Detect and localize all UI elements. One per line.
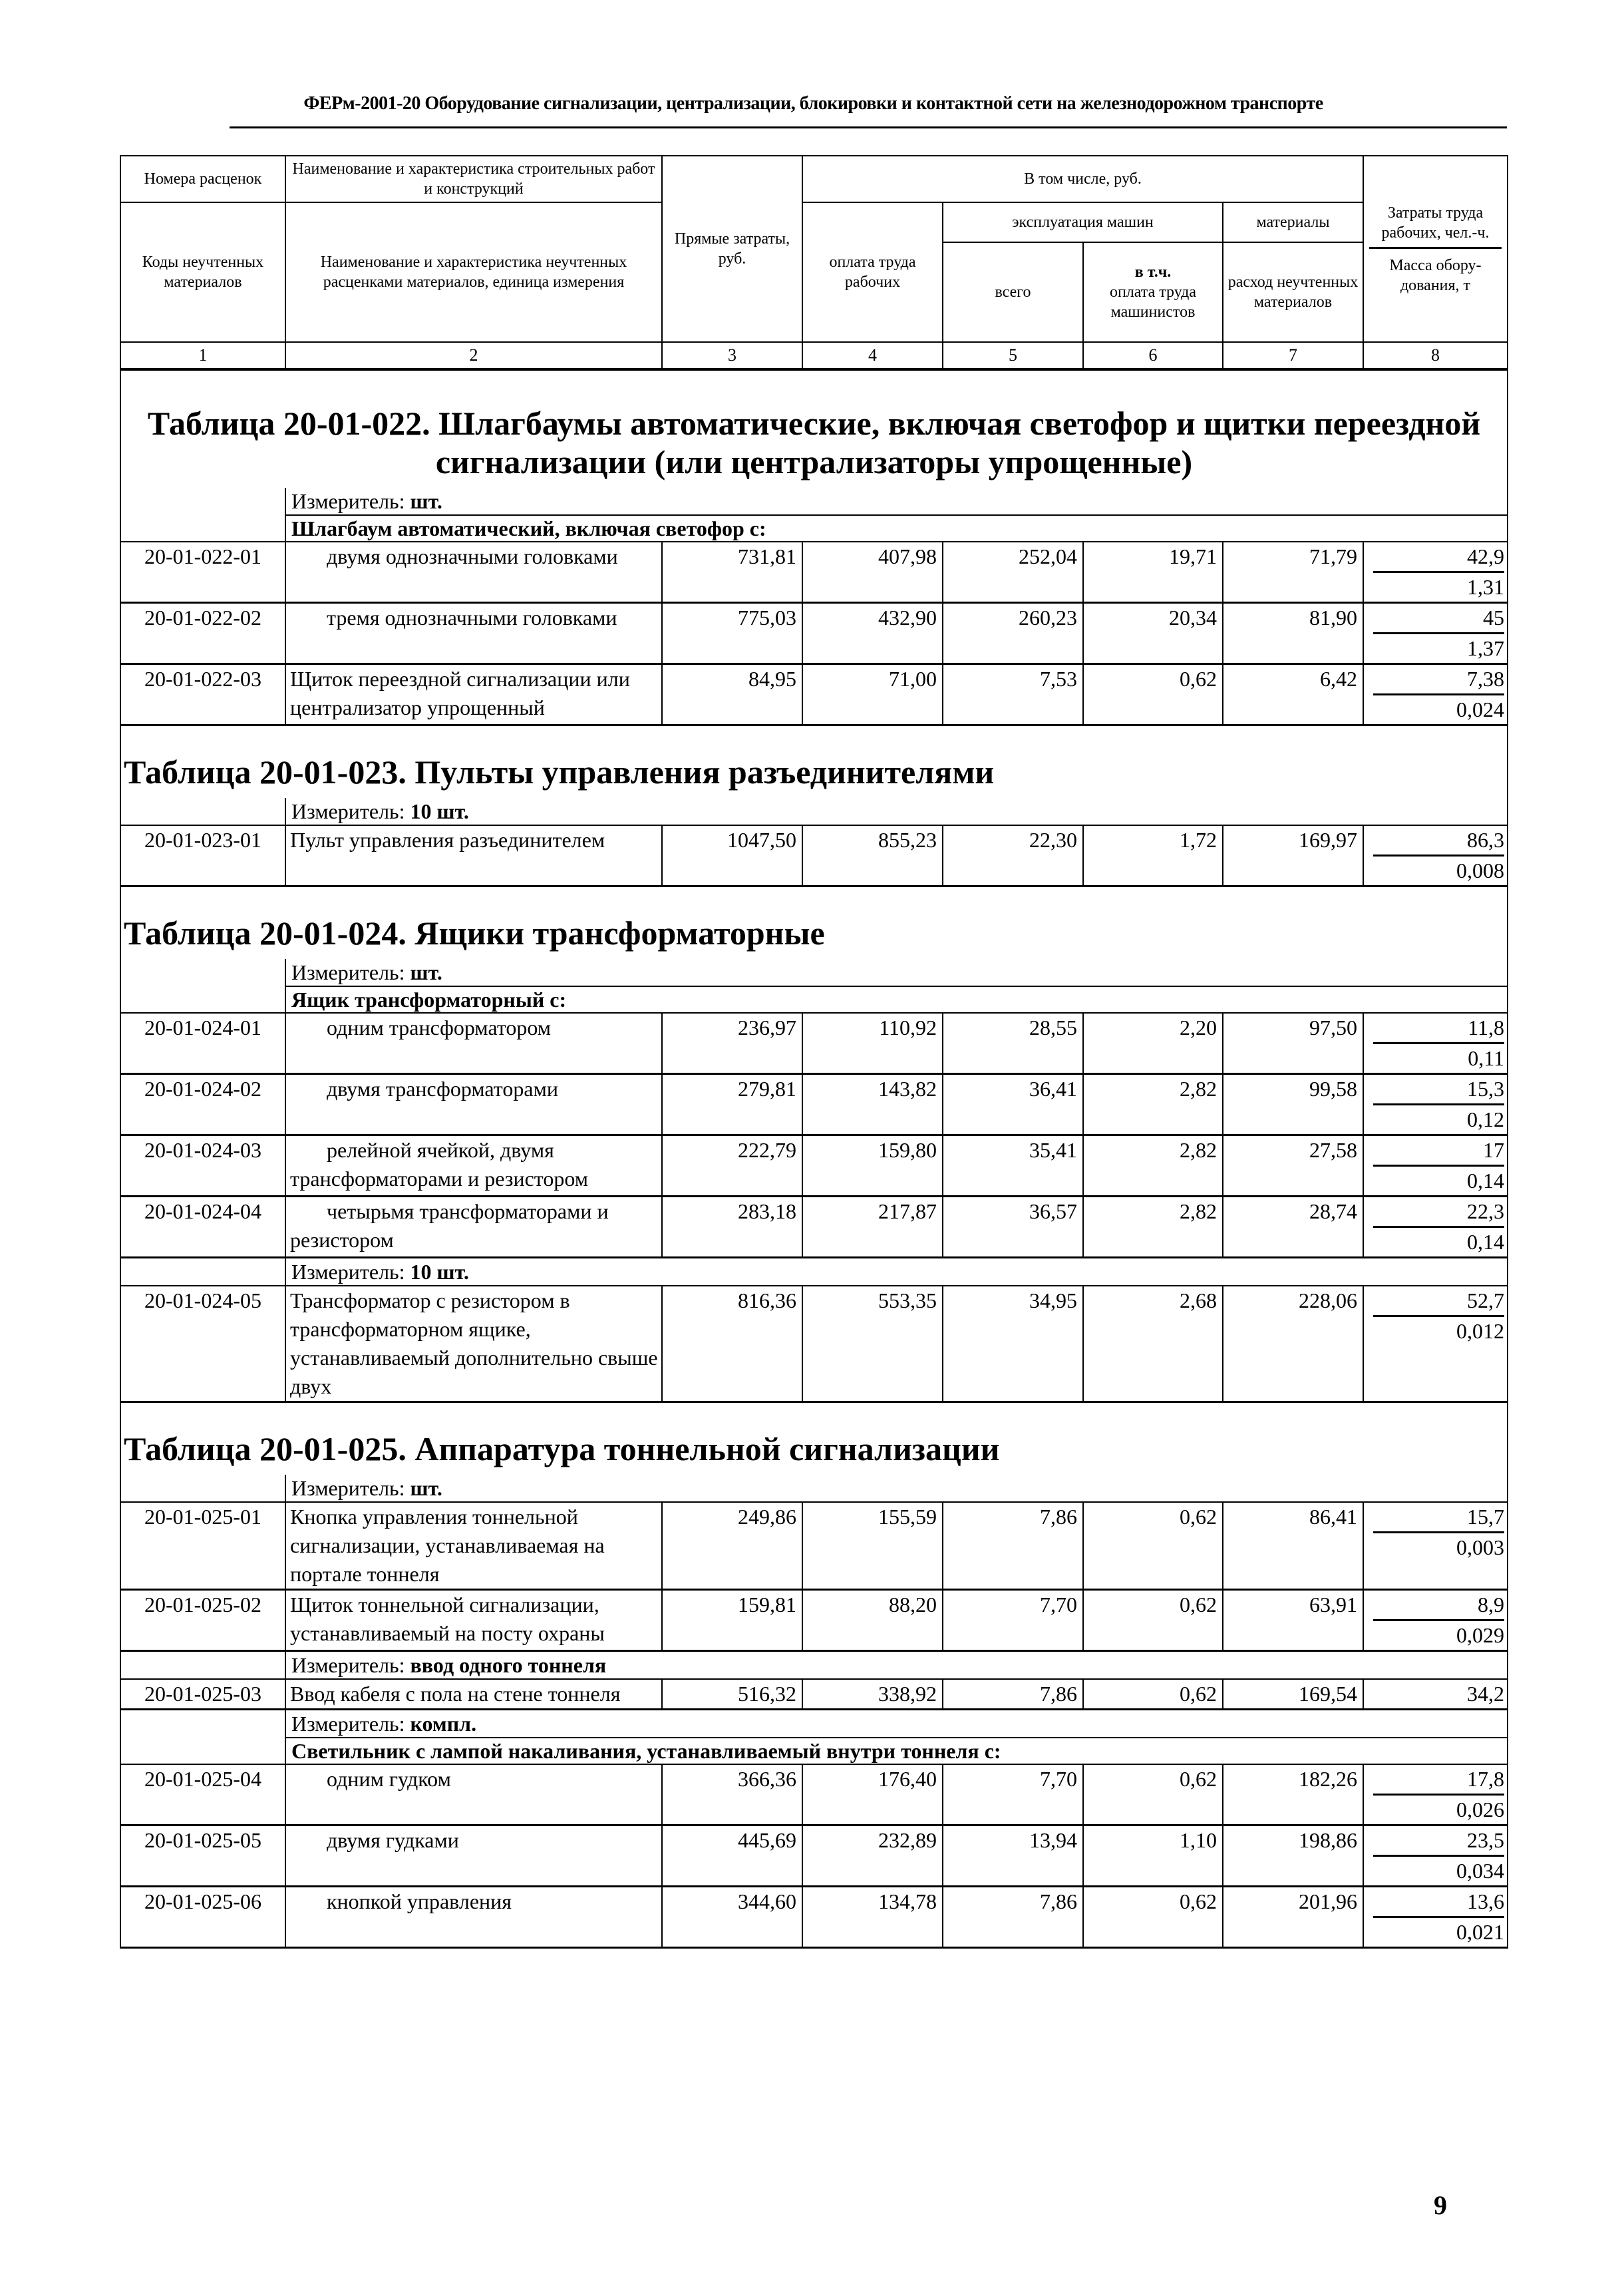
col-header-machinists-pay-label: оплата труда машинистов (1109, 284, 1197, 321)
section-title: Таблица 20-01-024. Ящики трансформаторные (120, 886, 1508, 960)
empty-cell (120, 1258, 285, 1286)
labor-hours: 13,6 (1373, 1887, 1504, 1918)
rate-code: 20-01-025-05 (120, 1825, 285, 1887)
table-row (120, 1286, 1508, 1402)
group-row (120, 986, 1508, 1013)
rate-code: 20-01-025-03 (120, 1679, 285, 1710)
rate-code: 20-01-023-01 (120, 825, 285, 886)
work-description: Кнопка управления тоннельной сигнализации, устанавливаемая на портале тоннеля (285, 1502, 662, 1590)
labor-mass-cell (1363, 1887, 1508, 1948)
direct-costs: 236,97 (662, 1013, 802, 1074)
materials-cost: 63,91 (1223, 1590, 1363, 1651)
table-section-title (120, 1402, 1508, 1475)
group-row (120, 1738, 1508, 1764)
direct-costs: 516,32 (662, 1679, 802, 1710)
work-description: четырьмя трансформаторами и резистором (285, 1197, 662, 1258)
col-header-labor: Затраты труда рабочих, чел.-ч. (1369, 203, 1502, 249)
col-header-material-names: Наименование и характеристика неучтенных расценками материалов, единица измерения (285, 202, 662, 342)
labor-hours: 15,7 (1373, 1503, 1504, 1533)
labor-pay: 432,90 (802, 603, 943, 664)
section-title: Таблица 20-01-022. Шлагбаумы автоматические, включая светофор и щитки переездной сигнализации (или централизаторы упрощенные) (120, 369, 1508, 488)
work-description: Пульт управления разъединителем (285, 825, 662, 886)
labor-hours: 86,3 (1373, 826, 1504, 857)
col-header-material-codes: Коды неучтенных материалов (120, 202, 285, 342)
table-row (120, 1197, 1508, 1258)
table-row (120, 1679, 1508, 1710)
table-row (120, 1825, 1508, 1887)
group-heading: Светильник с лампой накаливания, устанавливаемый внутри тоннеля с: (285, 1738, 1508, 1764)
col-number: 5 (943, 342, 1083, 369)
unit-row (120, 959, 1508, 986)
rate-code: 20-01-024-04 (120, 1197, 285, 1258)
materials-cost: 169,54 (1223, 1679, 1363, 1710)
materials-cost: 86,41 (1223, 1502, 1363, 1590)
table-row (120, 1764, 1508, 1825)
materials-cost: 169,97 (1223, 825, 1363, 886)
materials-cost: 99,58 (1223, 1074, 1363, 1135)
equipment-mass: 0,14 (1467, 1169, 1504, 1193)
machinists-pay: 2,82 (1083, 1197, 1223, 1258)
table-row (120, 664, 1508, 725)
col-header-labor-pay: оплата труда рабочих (802, 202, 943, 342)
direct-costs: 159,81 (662, 1590, 802, 1651)
work-description: релейной ячейкой, двумя трансформаторами и резистором (285, 1135, 662, 1197)
labor-mass-cell (1363, 1286, 1508, 1402)
rate-code: 20-01-022-02 (120, 603, 285, 664)
materials-cost: 198,86 (1223, 1825, 1363, 1887)
table-header (120, 156, 1508, 369)
direct-costs: 84,95 (662, 664, 802, 725)
table-row (120, 542, 1508, 603)
section-title: Таблица 20-01-023. Пульты управления разъединителями (120, 725, 1508, 799)
empty-cell (120, 515, 285, 542)
empty-cell (120, 1475, 285, 1502)
machinists-pay: 2,68 (1083, 1286, 1223, 1402)
unit-label: Измеритель: (291, 1476, 405, 1500)
rate-code: 20-01-024-05 (120, 1286, 285, 1402)
labor-hours: 17 (1373, 1136, 1504, 1167)
machinists-pay: 2,20 (1083, 1013, 1223, 1074)
col-header-incl-label: в т.ч. (1134, 264, 1172, 281)
labor-pay: 338,92 (802, 1679, 943, 1710)
group-row (120, 515, 1508, 542)
labor-hours: 17,8 (1373, 1765, 1504, 1796)
labor-hours: 15,3 (1373, 1075, 1504, 1105)
labor-pay: 407,98 (802, 542, 943, 603)
rate-code: 20-01-025-06 (120, 1887, 285, 1948)
table-section-title (120, 886, 1508, 960)
labor-pay: 176,40 (802, 1764, 943, 1825)
col-header-labor-mass (1363, 156, 1508, 342)
running-header: ФЕРм-2001-20 Оборудование сигнализации, централизации, блокировки и контактной сети на железнодорожном транспорте (303, 93, 1323, 114)
unit-label: Измеритель: (291, 1653, 405, 1677)
equipment-mass: 1,37 (1467, 636, 1504, 660)
unit-row (120, 798, 1508, 825)
labor-mass-cell (1363, 1074, 1508, 1135)
labor-hours: 7,38 (1373, 665, 1504, 695)
unit-label: Измеритель: (291, 1712, 405, 1736)
machines-total: 7,53 (943, 664, 1083, 725)
unit-row (120, 488, 1508, 515)
machinists-pay: 1,72 (1083, 825, 1223, 886)
unit-label: Измеритель: (291, 799, 405, 823)
materials-cost: 81,90 (1223, 603, 1363, 664)
unit-of-measure (285, 798, 1508, 825)
rate-code: 20-01-025-01 (120, 1502, 285, 1590)
materials-cost: 97,50 (1223, 1013, 1363, 1074)
materials-cost: 6,42 (1223, 664, 1363, 725)
col-header-machinists-pay (1083, 242, 1223, 342)
unit-value: 10 шт. (410, 799, 469, 823)
labor-mass-cell (1363, 1590, 1508, 1651)
unit-label: Измеритель: (291, 960, 405, 984)
labor-pay: 110,92 (802, 1013, 943, 1074)
col-header-unaccounted-materials: расход неучтенных материалов (1223, 242, 1363, 342)
unit-of-measure (285, 959, 1508, 986)
table-row (120, 1135, 1508, 1197)
unit-value: компл. (410, 1712, 477, 1736)
unit-label: Измеритель: (291, 489, 405, 513)
empty-cell (120, 1710, 285, 1738)
direct-costs: 775,03 (662, 603, 802, 664)
table-section-title (120, 725, 1508, 799)
machinists-pay: 0,62 (1083, 1679, 1223, 1710)
equipment-mass: 0,029 (1456, 1623, 1504, 1647)
labor-mass-cell (1363, 825, 1508, 886)
machines-total: 7,70 (943, 1764, 1083, 1825)
col-number: 8 (1363, 342, 1508, 369)
labor-mass-cell (1363, 1013, 1508, 1074)
work-description: Щиток тоннельной сигнализации, устанавливаемый на посту охраны (285, 1590, 662, 1651)
empty-cell (120, 959, 285, 986)
labor-pay: 155,59 (802, 1502, 943, 1590)
rate-code: 20-01-022-03 (120, 664, 285, 725)
equipment-mass: 1,31 (1467, 575, 1504, 599)
direct-costs: 731,81 (662, 542, 802, 603)
materials-cost: 201,96 (1223, 1887, 1363, 1948)
labor-pay: 71,00 (802, 664, 943, 725)
equipment-mass: 0,14 (1467, 1230, 1504, 1254)
col-number: 4 (802, 342, 943, 369)
direct-costs: 249,86 (662, 1502, 802, 1590)
machinists-pay: 1,10 (1083, 1825, 1223, 1887)
direct-costs: 816,36 (662, 1286, 802, 1402)
labor-pay: 217,87 (802, 1197, 943, 1258)
machinists-pay: 0,62 (1083, 1764, 1223, 1825)
table-row (120, 825, 1508, 886)
labor-mass-cell (1363, 542, 1508, 603)
work-description: Трансформатор с резистором в трансформаторном ящике, устанавливаемый дополнительно свыше двух (285, 1286, 662, 1402)
unit-value: шт. (410, 1476, 442, 1500)
col-header-work-name: Наименование и характеристика строительных работ и конструкций (285, 156, 662, 202)
labor-mass-cell (1363, 1764, 1508, 1825)
machines-total: 36,57 (943, 1197, 1083, 1258)
col-header-direct-costs: Прямые затраты, руб. (662, 156, 802, 342)
empty-cell (120, 986, 285, 1013)
labor-mass-cell (1363, 1135, 1508, 1197)
table-row (120, 1590, 1508, 1651)
work-description: кнопкой управления (285, 1887, 662, 1948)
unit-value: ввод одного тоннеля (410, 1653, 607, 1677)
rate-code: 20-01-024-03 (120, 1135, 285, 1197)
unit-of-measure (285, 1475, 1508, 1502)
machines-total: 35,41 (943, 1135, 1083, 1197)
machines-total: 7,86 (943, 1502, 1083, 1590)
col-header-rate-numbers: Номера расценок (120, 156, 285, 202)
rate-code: 20-01-022-01 (120, 542, 285, 603)
machinists-pay: 2,82 (1083, 1135, 1223, 1197)
table-row (120, 1502, 1508, 1590)
labor-mass-cell (1363, 1502, 1508, 1590)
direct-costs: 222,79 (662, 1135, 802, 1197)
unit-of-measure (285, 1651, 1508, 1680)
direct-costs: 279,81 (662, 1074, 802, 1135)
unit-value: 10 шт. (410, 1260, 469, 1284)
col-number: 3 (662, 342, 802, 369)
machinists-pay: 19,71 (1083, 542, 1223, 603)
equipment-mass: 0,11 (1468, 1046, 1504, 1070)
direct-costs: 366,36 (662, 1764, 802, 1825)
unit-value: шт. (410, 489, 442, 513)
labor-pay: 232,89 (802, 1825, 943, 1887)
labor-pay: 855,23 (802, 825, 943, 886)
table-row (120, 1013, 1508, 1074)
unit-of-measure (285, 1710, 1508, 1738)
machines-total: 7,86 (943, 1887, 1083, 1948)
table-section-title (120, 369, 1508, 488)
labor-hours: 52,7 (1373, 1286, 1504, 1317)
rate-code: 20-01-024-01 (120, 1013, 285, 1074)
empty-cell (120, 1651, 285, 1680)
direct-costs: 283,18 (662, 1197, 802, 1258)
equipment-mass: 0,003 (1456, 1535, 1504, 1559)
labor-pay: 159,80 (802, 1135, 943, 1197)
labor-mass-cell (1363, 1825, 1508, 1887)
work-description: Ввод кабеля с пола на стене тоннеля (285, 1679, 662, 1710)
materials-cost: 71,79 (1223, 542, 1363, 603)
unit-label: Измеритель: (291, 1260, 405, 1284)
labor-mass-cell (1363, 603, 1508, 664)
col-header-machines: эксплуатация машин (943, 202, 1223, 242)
col-number: 6 (1083, 342, 1223, 369)
group-heading: Ящик трансформаторный с: (285, 986, 1508, 1013)
unit-row (120, 1651, 1508, 1680)
labor-hours: 34,2 (1467, 1682, 1504, 1706)
header-rule (230, 126, 1507, 128)
unit-row (120, 1710, 1508, 1738)
unit-value: шт. (410, 960, 442, 984)
equipment-mass: 0,008 (1456, 858, 1504, 882)
unit-of-measure (285, 488, 1508, 515)
equipment-mass: 0,026 (1456, 1798, 1504, 1821)
table-row (120, 1074, 1508, 1135)
work-description: одним трансформатором (285, 1013, 662, 1074)
work-description: двумя однозначными головками (285, 542, 662, 603)
labor-mass-cell (1363, 1679, 1508, 1710)
equipment-mass: 0,12 (1467, 1107, 1504, 1131)
materials-cost: 27,58 (1223, 1135, 1363, 1197)
rate-code: 20-01-025-04 (120, 1764, 285, 1825)
machines-total: 34,95 (943, 1286, 1083, 1402)
rate-code: 20-01-025-02 (120, 1590, 285, 1651)
empty-cell (120, 798, 285, 825)
work-description: тремя однозначными головками (285, 603, 662, 664)
labor-hours: 45 (1373, 604, 1504, 634)
group-heading: Шлагбаум автоматический, включая светофор с: (285, 515, 1508, 542)
machinists-pay: 0,62 (1083, 1590, 1223, 1651)
equipment-mass: 0,034 (1456, 1859, 1504, 1883)
direct-costs: 344,60 (662, 1887, 802, 1948)
machines-total: 36,41 (943, 1074, 1083, 1135)
col-number: 2 (285, 342, 662, 369)
unit-of-measure (285, 1258, 1508, 1286)
machinists-pay: 0,62 (1083, 1887, 1223, 1948)
machines-total: 7,86 (943, 1679, 1083, 1710)
labor-hours: 8,9 (1373, 1591, 1504, 1621)
unit-row (120, 1258, 1508, 1286)
labor-mass-cell (1363, 664, 1508, 725)
machinists-pay: 20,34 (1083, 603, 1223, 664)
machinists-pay: 0,62 (1083, 1502, 1223, 1590)
materials-cost: 28,74 (1223, 1197, 1363, 1258)
work-description: одним гудком (285, 1764, 662, 1825)
materials-cost: 228,06 (1223, 1286, 1363, 1402)
equipment-mass: 0,021 (1456, 1920, 1504, 1944)
table-row (120, 1887, 1508, 1948)
empty-cell (120, 488, 285, 515)
direct-costs: 1047,50 (662, 825, 802, 886)
work-description: Щиток переездной сигнализации или централизатор упрощенный (285, 664, 662, 725)
col-header-materials: материалы (1223, 202, 1363, 242)
rates-table (120, 155, 1508, 1949)
table-body (120, 369, 1508, 1948)
machines-total: 28,55 (943, 1013, 1083, 1074)
labor-mass-cell (1363, 1197, 1508, 1258)
equipment-mass: 0,012 (1456, 1319, 1504, 1343)
labor-hours: 11,8 (1373, 1014, 1504, 1044)
col-header-including: В том числе, руб. (802, 156, 1363, 202)
labor-pay: 553,35 (802, 1286, 943, 1402)
machines-total: 252,04 (943, 542, 1083, 603)
section-title: Таблица 20-01-025. Аппаратура тоннельной сигнализации (120, 1402, 1508, 1475)
table-row (120, 603, 1508, 664)
col-number: 7 (1223, 342, 1363, 369)
machines-total: 13,94 (943, 1825, 1083, 1887)
materials-cost: 182,26 (1223, 1764, 1363, 1825)
col-header-machines-total: всего (943, 242, 1083, 342)
machinists-pay: 0,62 (1083, 664, 1223, 725)
page-number: 9 (1434, 2190, 1447, 2220)
machinists-pay: 2,82 (1083, 1074, 1223, 1135)
rate-code: 20-01-024-02 (120, 1074, 285, 1135)
work-description: двумя гудками (285, 1825, 662, 1887)
work-description: двумя трансформаторами (285, 1074, 662, 1135)
labor-hours: 23,5 (1373, 1826, 1504, 1857)
unit-row (120, 1475, 1508, 1502)
labor-pay: 134,78 (802, 1887, 943, 1948)
equipment-mass: 0,024 (1456, 697, 1504, 721)
machines-total: 7,70 (943, 1590, 1083, 1651)
labor-hours: 42,9 (1373, 542, 1504, 573)
col-number: 1 (120, 342, 285, 369)
labor-pay: 143,82 (802, 1074, 943, 1135)
col-header-mass: Масса обору-дования, т (1389, 256, 1482, 294)
labor-hours: 22,3 (1373, 1197, 1504, 1228)
machines-total: 260,23 (943, 603, 1083, 664)
direct-costs: 445,69 (662, 1825, 802, 1887)
empty-cell (120, 1738, 285, 1764)
machines-total: 22,30 (943, 825, 1083, 886)
labor-pay: 88,20 (802, 1590, 943, 1651)
